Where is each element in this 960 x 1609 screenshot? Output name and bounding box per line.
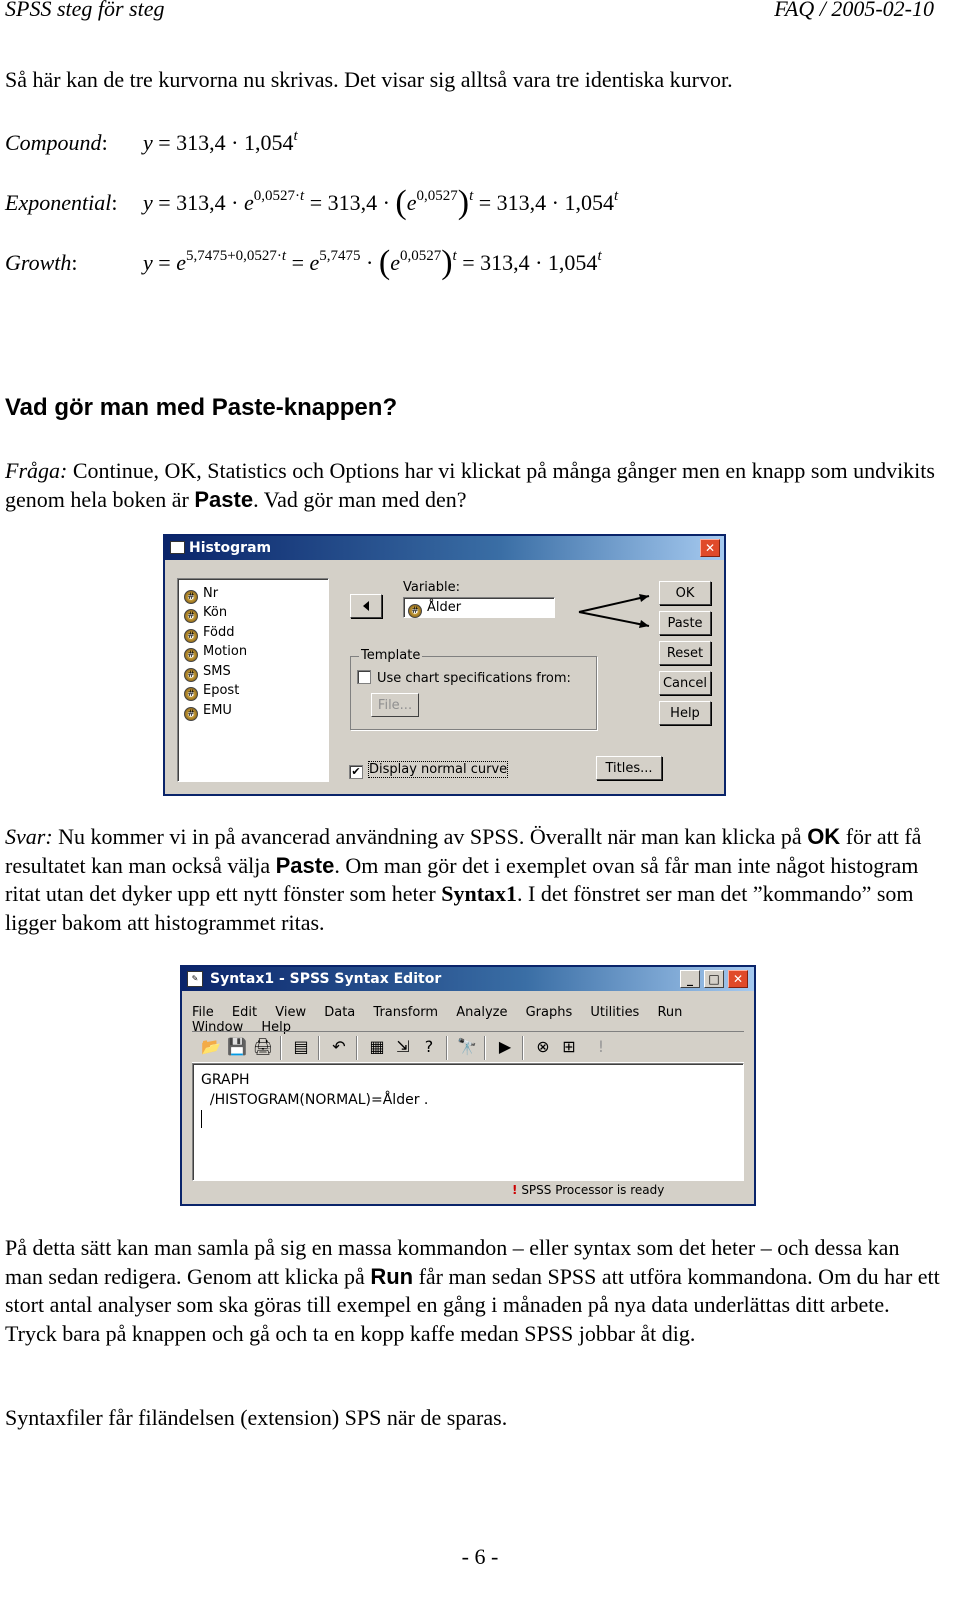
syntax-line-2: /HISTOGRAM(NORMAL)=Ålder . xyxy=(201,1092,429,1108)
numeric-variable-icon: # xyxy=(184,609,198,623)
file-button[interactable]: File... xyxy=(371,693,419,717)
menu-analyze[interactable]: Analyze xyxy=(456,1005,508,1020)
paragraph-run: På detta sätt kan man samla på sig en massa kommandon – eller syntax som det heter – och dessa kan man sedan redigera. Genom att klicka på Run får man sedan SPSS att utföra kommandona. Om du har ett stort antal analyser som ska göras till exempel en gång i månaden på nya data underlättas ditt arbete. Tryck bara på knappen och gå och ta en kopp kaffe medan SPSS jobbar åt dig. xyxy=(5,1235,940,1346)
move-variable-button[interactable] xyxy=(350,594,382,618)
text-cursor xyxy=(201,1110,202,1128)
data-editor-icon[interactable]: ▦ xyxy=(369,1037,385,1056)
variable-label: Variable: xyxy=(403,580,461,595)
arrow-left-icon xyxy=(363,601,369,611)
ok-button[interactable]: OK xyxy=(659,581,711,605)
close-icon[interactable]: ✕ xyxy=(700,539,720,557)
cancel-button[interactable]: Cancel xyxy=(659,671,711,695)
syntax-title: Syntax1 - SPSS Syntax Editor xyxy=(210,971,442,987)
display-normal-checkbox[interactable]: ✔ Display normal curve xyxy=(349,762,507,779)
header-right: FAQ / 2005-02-10 xyxy=(774,0,934,21)
answer-paragraph: Svar: Nu kommer vi in på avancerad användning av SPSS. Överallt när man kan klicka på OK för att få resultatet kan man också välja Paste. Om man gör det i exemplet ovan så får man inte något histogram ritat utan det dyker upp ett nytt fönster som heter Syntax1. I det fönstret ser man det ”kommando” som ligger bakom att histogrammet ritas. xyxy=(5,824,922,935)
help-button[interactable]: Help xyxy=(659,701,711,725)
template-group xyxy=(350,648,597,730)
goto-case-icon[interactable]: ⇲ xyxy=(396,1037,410,1056)
numeric-variable-icon: # xyxy=(184,648,198,662)
section-heading: Vad gör man med Paste-knappen? xyxy=(5,394,398,421)
numeric-variable-icon: # xyxy=(184,707,198,721)
variables-icon[interactable]: ? xyxy=(424,1037,434,1056)
paste-button[interactable]: Paste xyxy=(659,611,711,635)
undo-icon[interactable]: ↶ xyxy=(332,1037,346,1056)
variable-list[interactable] xyxy=(177,578,329,782)
open-icon[interactable]: 📂 xyxy=(201,1037,221,1056)
minimize-icon[interactable]: _ xyxy=(680,970,700,988)
menu-utilities[interactable]: Utilities xyxy=(590,1005,640,1020)
histogram-titlebar xyxy=(165,536,724,560)
dialog-recall-icon[interactable]: ▤ xyxy=(293,1037,309,1056)
list-item[interactable]: # Född xyxy=(184,623,234,642)
syntax-file-icon: ✎ xyxy=(187,971,203,987)
print-icon[interactable]: 🖨 xyxy=(252,1037,274,1056)
menu-graphs[interactable]: Graphs xyxy=(525,1005,573,1020)
status-text: SPSS Processor is ready xyxy=(521,1183,665,1197)
checkbox-unchecked[interactable] xyxy=(357,670,371,684)
save-icon[interactable]: 💾 xyxy=(227,1037,247,1056)
syntax-titlebar xyxy=(182,967,754,991)
use-sets-icon[interactable]: ⊗ xyxy=(536,1037,550,1056)
syntax-text-area[interactable] xyxy=(192,1063,744,1181)
arrows-graphic xyxy=(575,594,655,634)
equation-compound: Compound: $y = 313,4 \cdot 1,054^t$ xyxy=(5,128,298,155)
titles-button[interactable]: Titles... xyxy=(596,756,662,780)
run-icon[interactable]: ▶ xyxy=(498,1037,512,1056)
list-item[interactable]: # Kön xyxy=(184,603,227,622)
numeric-variable-icon: # xyxy=(184,629,198,643)
equation-growth: Growth: $y = e^{5,7475+0,0527\cdot t} = e^{5,7475} \cdot (e^{0,0527})^t = 313,4 \cdot 1,054^t$ xyxy=(5,244,602,281)
toolbar xyxy=(192,1031,744,1063)
find-icon[interactable]: 🔭 xyxy=(457,1037,477,1056)
equation-exponential: Exponential: $y = 313,4 \cdot e^{0,0527\cdot t} = 313,4 \cdot (e^{0,0527})^t = 313,4 \cdot 1,054^t$ xyxy=(5,184,619,221)
list-item[interactable]: # EMU xyxy=(184,701,232,720)
menu-data[interactable]: Data xyxy=(324,1005,356,1020)
use-chart-checkbox[interactable]: Use chart specifications from: xyxy=(357,670,571,686)
window-icon xyxy=(170,541,185,554)
variable-value: Ålder xyxy=(427,600,462,615)
checkmark-icon[interactable]: ✔ xyxy=(349,765,363,779)
numeric-variable-icon: # xyxy=(184,668,198,682)
menu-view[interactable]: View xyxy=(275,1005,307,1020)
menu-window[interactable]: Window xyxy=(192,1020,244,1035)
menu-edit[interactable]: Edit xyxy=(231,1005,258,1020)
numeric-variable-icon: # xyxy=(184,687,198,701)
page-number: - 6 - xyxy=(461,1544,499,1569)
histogram-dialog xyxy=(163,534,726,796)
paragraph-extension: Syntaxfiler får filändelsen (extension) SPS när de sparas. xyxy=(5,1405,508,1430)
syntax-editor-window xyxy=(180,965,756,1206)
menu-transform[interactable]: Transform xyxy=(373,1005,439,1020)
maximize-icon[interactable]: □ xyxy=(704,970,724,988)
question-paragraph: Fråga: Continue, OK, Statistics och Options har vi klickat på många gånger men en knapp som undvikits genom hela boken är Paste. Vad gör man med den? xyxy=(5,458,935,512)
intro-text: Så här kan de tre kurvorna nu skrivas. Det visar sig alltså vara tre identiska kurvor. xyxy=(5,67,733,92)
processor-icon: ! xyxy=(512,1183,518,1197)
template-label: Template xyxy=(361,648,421,663)
status-bar xyxy=(512,1183,664,1197)
syntax-help-icon[interactable]: ! xyxy=(597,1037,605,1056)
list-item[interactable]: # Motion xyxy=(184,642,247,661)
menu-run[interactable]: Run xyxy=(657,1005,683,1020)
syntax-line-1: GRAPH xyxy=(201,1072,250,1088)
reset-button[interactable]: Reset xyxy=(659,641,711,665)
list-item[interactable]: # Epost xyxy=(184,681,239,700)
numeric-variable-icon: # xyxy=(408,604,422,618)
variable-field[interactable] xyxy=(403,597,555,618)
header-left: SPSS steg för steg xyxy=(5,0,165,21)
value-labels-icon[interactable]: ⊞ xyxy=(562,1037,576,1056)
histogram-title: Histogram xyxy=(189,540,272,556)
close-icon[interactable]: ✕ xyxy=(728,970,748,988)
numeric-variable-icon: # xyxy=(184,590,198,604)
menu-help[interactable]: Help xyxy=(261,1020,292,1035)
list-item[interactable]: # SMS xyxy=(184,662,231,681)
list-item[interactable]: # Nr xyxy=(184,584,218,603)
menu-file[interactable]: File xyxy=(192,1005,214,1020)
